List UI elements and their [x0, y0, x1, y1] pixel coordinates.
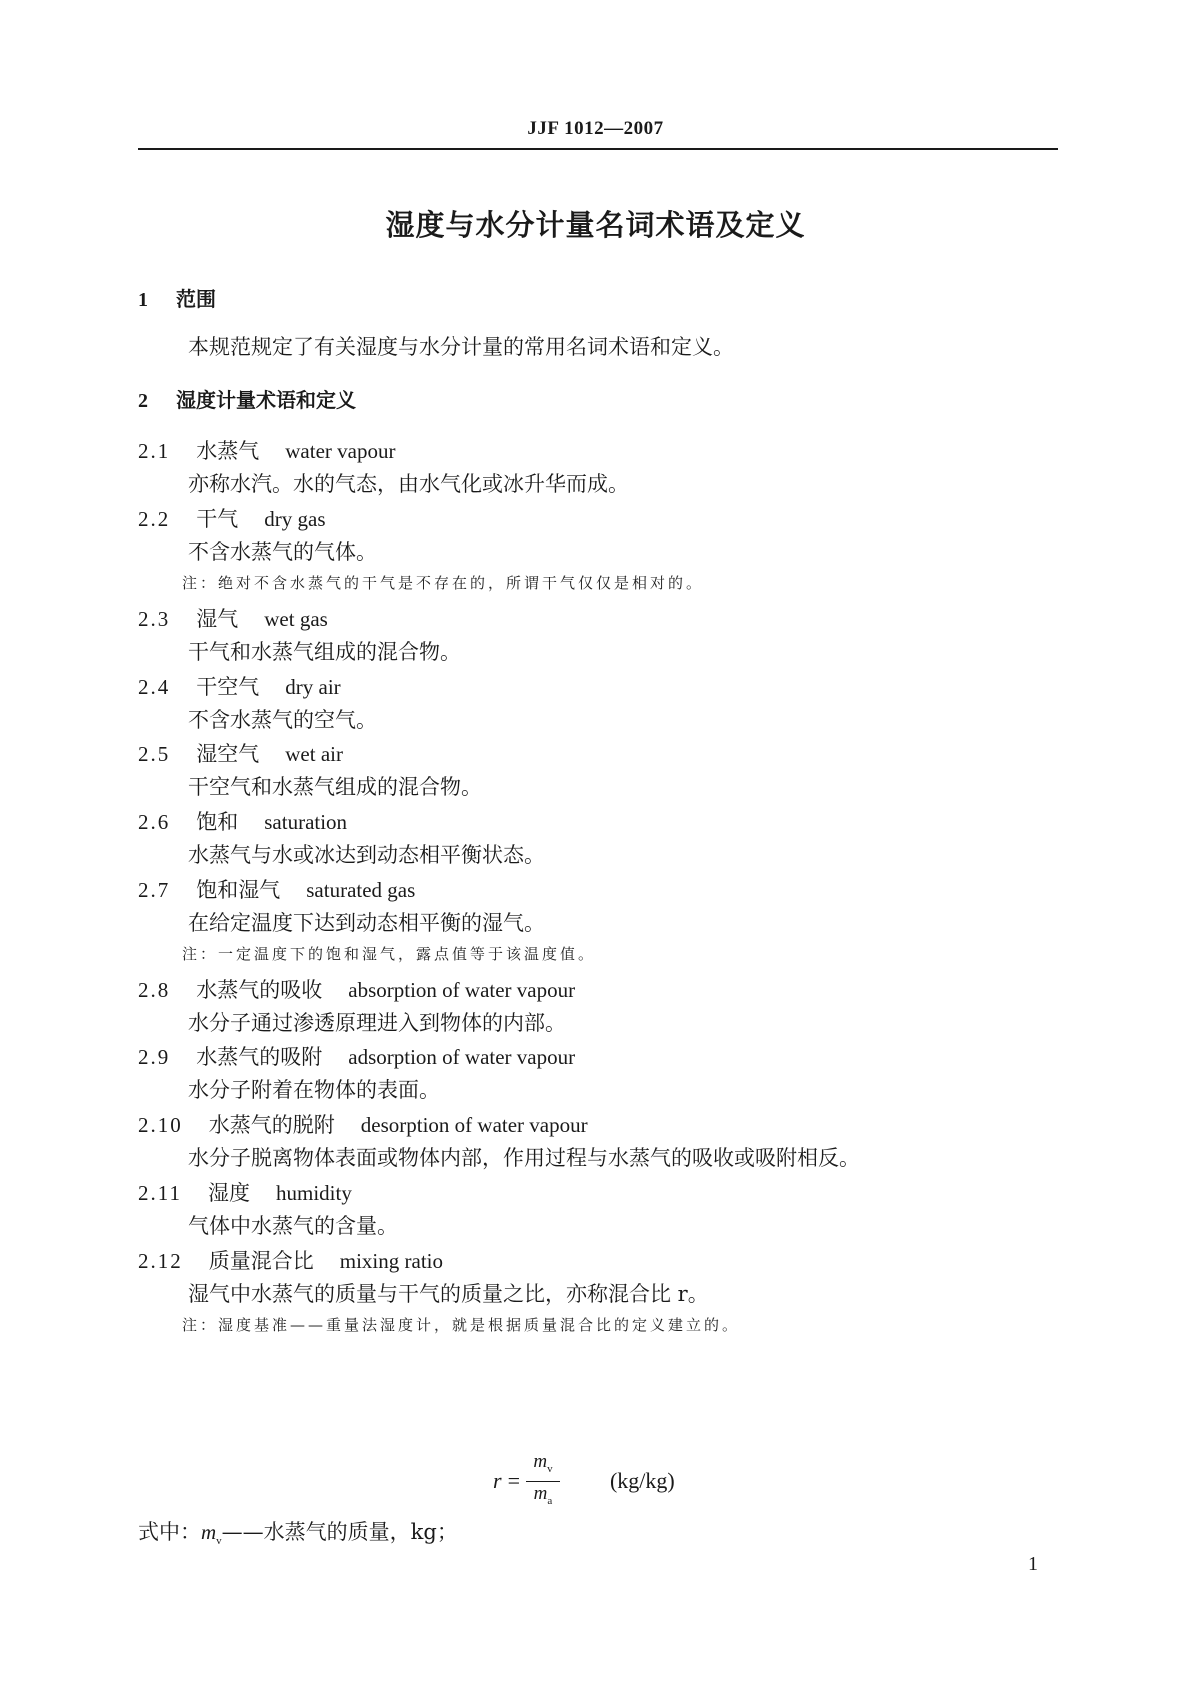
term-chinese: 湿气	[196, 607, 239, 631]
term-definition: 水分子脱离物体表面或物体内部，作用过程与水蒸气的吸收或吸附相反。	[188, 1146, 860, 1170]
term-chinese: 质量混合比	[208, 1249, 314, 1273]
section-1-text: 本规范规定了有关湿度与水分计量的常用名词术语和定义。	[188, 335, 734, 359]
header-rule	[138, 148, 1058, 150]
term-2-7	[138, 874, 415, 904]
term-chinese: 饱和湿气	[196, 878, 281, 902]
term-2-11	[138, 1177, 352, 1207]
term-chinese: 水蒸气	[196, 439, 260, 463]
section-1-heading	[138, 283, 216, 312]
term-chinese: 水蒸气的吸附	[196, 1045, 323, 1069]
term-definition: 水分子通过渗透原理进入到物体的内部。	[188, 1011, 566, 1035]
term-definition: 气体中水蒸气的含量。	[188, 1214, 398, 1238]
term-english: dry gas	[264, 507, 326, 531]
section-1-title: 范围	[176, 287, 216, 311]
mixing-ratio-formula	[493, 1450, 675, 1509]
term-definition: 干空气和水蒸气组成的混合物。	[188, 775, 482, 799]
formula-unit: (kg/kg)	[609, 1468, 675, 1493]
term-definition: 干气和水蒸气组成的混合物。	[188, 640, 461, 664]
denominator-sub: a	[547, 1494, 553, 1507]
term-english: mixing ratio	[339, 1249, 443, 1273]
where-prefix: 式中：	[138, 1520, 201, 1544]
term-definition: 水蒸气与水或冰达到动态相平衡状态。	[188, 843, 545, 867]
term-number: 2.8	[138, 978, 171, 1002]
term-definition: 水分子附着在物体的表面。	[188, 1078, 440, 1102]
term-2-5	[138, 738, 343, 768]
term-definition: 不含水蒸气的气体。	[188, 540, 377, 564]
term-english: saturated gas	[306, 878, 416, 902]
term-english: saturation	[264, 810, 348, 834]
where-var-sub: v	[216, 1535, 222, 1548]
term-definition: 不含水蒸气的空气。	[188, 708, 377, 732]
term-2-10	[138, 1109, 588, 1139]
term-chinese: 湿空气	[196, 742, 260, 766]
term-chinese: 饱和	[196, 810, 239, 834]
numerator-sub: v	[547, 1462, 553, 1475]
page-number: 1	[1028, 1553, 1038, 1575]
where-var: m	[201, 1520, 217, 1544]
term-chinese: 水蒸气的吸收	[196, 978, 323, 1002]
term-2-6	[138, 806, 347, 836]
term-2-1	[138, 435, 395, 465]
formula-lhs: r	[493, 1468, 502, 1493]
document-title: 湿度与水分计量名词术语及定义	[385, 208, 806, 242]
term-definition: 亦称水汽。水的气态，由水气化或冰升华而成。	[188, 472, 629, 496]
formula-numerator	[529, 1450, 556, 1481]
where-desc: 水蒸气的质量，kg；	[263, 1520, 458, 1544]
term-note: 注：一定温度下的饱和湿气，露点值等于该温度值。	[182, 945, 597, 963]
term-chinese: 干空气	[196, 675, 260, 699]
term-2-3	[138, 603, 328, 633]
term-number: 2.9	[138, 1045, 171, 1069]
term-english: humidity	[275, 1181, 352, 1205]
term-chinese: 湿度	[207, 1181, 250, 1205]
numerator-var: m	[533, 1450, 548, 1472]
term-number: 2.5	[138, 742, 171, 766]
section-2-number: 2	[138, 390, 148, 412]
term-definition: 湿气中水蒸气的质量与干气的质量之比，亦称混合比 r。	[188, 1282, 709, 1306]
term-2-9	[138, 1041, 575, 1071]
section-2-heading	[138, 384, 356, 413]
term-english: water vapour	[285, 439, 396, 463]
term-number: 2.2	[138, 507, 171, 531]
where-dash: ——	[221, 1520, 264, 1544]
term-number: 2.6	[138, 810, 171, 834]
term-english: dry air	[285, 675, 341, 699]
term-english: adsorption of water vapour	[348, 1045, 576, 1069]
term-number: 2.1	[138, 439, 171, 463]
formula-fraction	[526, 1450, 560, 1513]
formula-where-line	[138, 1516, 458, 1547]
term-chinese: 水蒸气的脱附	[208, 1113, 335, 1137]
term-definition: 在给定温度下达到动态相平衡的湿气。	[188, 911, 545, 935]
term-number: 2.10	[138, 1113, 183, 1137]
denominator-var: m	[533, 1482, 548, 1504]
term-note: 注：湿度基准——重量法湿度计，就是根据质量混合比的定义建立的。	[182, 1316, 741, 1334]
term-note: 注：绝对不含水蒸气的干气是不存在的，所谓干气仅仅是相对的。	[182, 574, 705, 592]
term-number: 2.4	[138, 675, 171, 699]
term-number: 2.3	[138, 607, 171, 631]
term-number: 2.7	[138, 878, 171, 902]
term-2-4	[138, 671, 341, 701]
term-2-8	[138, 974, 575, 1004]
term-english: wet air	[285, 742, 343, 766]
term-english: absorption of water vapour	[348, 978, 576, 1002]
term-chinese: 干气	[196, 507, 239, 531]
section-1-number: 1	[138, 289, 148, 311]
term-number: 2.12	[138, 1249, 183, 1273]
term-english: desorption of water vapour	[360, 1113, 588, 1137]
term-number: 2.11	[138, 1181, 182, 1205]
term-2-2	[138, 503, 326, 533]
standard-code: JJF 1012—2007	[527, 118, 664, 139]
formula-denominator	[530, 1482, 557, 1513]
section-2-title: 湿度计量术语和定义	[176, 388, 356, 412]
term-english: wet gas	[264, 607, 328, 631]
term-2-12	[138, 1245, 443, 1275]
formula-equals: =	[507, 1468, 520, 1493]
